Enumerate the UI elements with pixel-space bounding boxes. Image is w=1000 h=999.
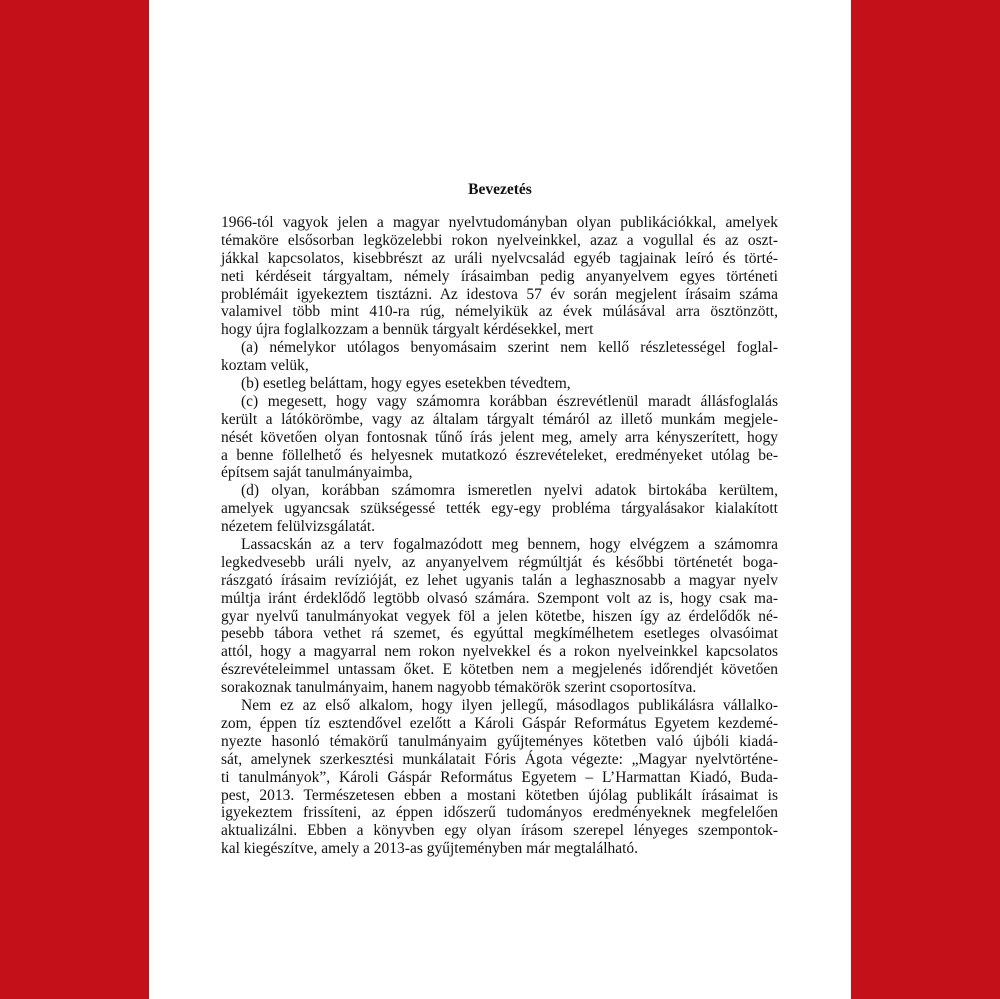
- text-line: Lassacskán az a terv fogalmazódott meg bennem, hogy elvégzem a számomra: [241, 536, 778, 554]
- text-line: témaköre elsősorban legközelebbi rokon nyelveinkkel, azaz a vogullal és az oszt-: [221, 231, 778, 249]
- left-red-border: [0, 0, 149, 999]
- right-red-border: [851, 0, 1000, 999]
- text-line: kal kiegészítve, amely a 2013-as gyűjteményben már megtalálható.: [221, 840, 639, 858]
- text-line: észrevételeimmel untassam őket. E kötetben nem a megjelenés időrendjét követően: [221, 661, 778, 679]
- text-line: pesebb tábora vethet rá szemet, és egyúttal megkímélhetem esetleges olvasóimat: [221, 625, 778, 643]
- page-title: Bevezetés: [468, 181, 532, 198]
- text-line: építsem saját tanulmányaimba,: [221, 464, 413, 482]
- text-line: rászgató írásaim revízióját, ez lehet ugyanis talán a leghasznosabb a magyar nyelv: [221, 571, 778, 589]
- text-line: (d) olyan, korábban számomra ismeretlen nyelvi adatok birtokába kerültem,: [241, 482, 778, 500]
- text-line: problémáit igyekeztem tisztázni. Az idestova 57 év során megjelent írásaim száma: [221, 285, 778, 303]
- text-line: Nem ez az első alkalom, hogy ilyen jellegű, másodlagos publikálásra vállalko-: [241, 697, 778, 715]
- text-line: pest, 2013. Természetesen ebben a mostani kötetben újólag publikált írásaimat is: [221, 786, 778, 804]
- text-line: koztam velük,: [221, 357, 309, 375]
- text-line: jákkal kapcsolatos, kisebbrészt az uráli nyelvcsalád egyéb tagjainak leíró és törté-: [221, 249, 778, 267]
- text-line: került a látókörömbe, vagy az általam tárgyalt témáról az illető munkám megjele-: [221, 410, 778, 428]
- text-line: amelyek ugyancsak szükségessé tették egy-egy probléma tárgyalásakor kialakított: [221, 500, 778, 518]
- text-line: nézetem felülvizsgálatát.: [221, 518, 376, 536]
- text-line: legkedvesebb uráli nyelv, az anyanyelvem régmúltját és későbbi történetét boga-: [221, 553, 778, 571]
- text-line: (c) megesett, hogy vagy számomra korábban észrevétlenül maradt állásfoglalás: [241, 392, 778, 410]
- text-line: valamivel több mint 410-ra rúg, némelyikük az évek múlásával arra ösztönzött,: [221, 303, 778, 321]
- text-line: gyar nyelvű tanulmányokat vegyek föl a jelen kötetbe, hiszen így az érdelődők né-: [221, 607, 778, 625]
- text-line: nését követően olyan fontosnak tűnő írás jelent meg, amely arra kényszerített, hogy: [221, 428, 778, 446]
- text-line: aktualizálni. Ebben a könyvben egy olyan írásom szerepel lényeges szempontok-: [221, 822, 778, 840]
- text-line: attól, hogy a magyarral nem rokon nyelvekkel és a rokon nyelveinkkel kapcsolatos: [221, 643, 778, 661]
- text-line: igyekeztem frissíteni, az éppen időszerű tudományos eredményeknek megfelelően: [221, 804, 778, 822]
- text-line: múltja iránt érdeklődő legtöbb olvasó számára. Szempont volt az is, hogy csak ma-: [221, 589, 778, 607]
- text-line: sorakoznak tanulmányaim, hanem nagyobb témakörök szerint csoportosítva.: [221, 679, 697, 697]
- text-line: nyezte hasonló témakörű tanulmányaim gyűjteményes kötetben való újbóli kiadá-: [221, 732, 778, 750]
- text-line: ti tanulmányok”, Károli Gáspár Református Egyetem – L’Harmattan Kiadó, Buda-: [221, 768, 778, 786]
- body-text: [221, 214, 778, 858]
- text-line: neti kérdéseit tárgyaltam, némely írásaimban pedig anyanyelvem egyes történeti: [221, 267, 778, 285]
- text-line: sát, amelynek szerkesztési munkálatait Fóris Ágota végezte: „Magyar nyelvtörténe-: [221, 750, 778, 768]
- text-line: hogy újra foglalkozzam a bennük tárgyalt kérdésekkel, mert: [221, 321, 594, 339]
- text-line: (b) esetleg beláttam, hogy egyes esetekben tévedtem,: [241, 375, 571, 393]
- text-line: a benne föllelhető és helyesnek mutatkozó észrevételeket, eredményeket utólag be-: [221, 446, 778, 464]
- text-line: (a) némelykor utólagos benyomásaim szerint nem kellő részletességel foglal-: [241, 339, 778, 357]
- text-line: 1966-tól vagyok jelen a magyar nyelvtudományban olyan publikációkkal, amelyek: [221, 214, 778, 231]
- text-line: zom, éppen tíz esztendővel ezelőtt a Károli Gáspár Református Egyetem kezdemé-: [221, 714, 778, 732]
- document-page: [149, 0, 851, 999]
